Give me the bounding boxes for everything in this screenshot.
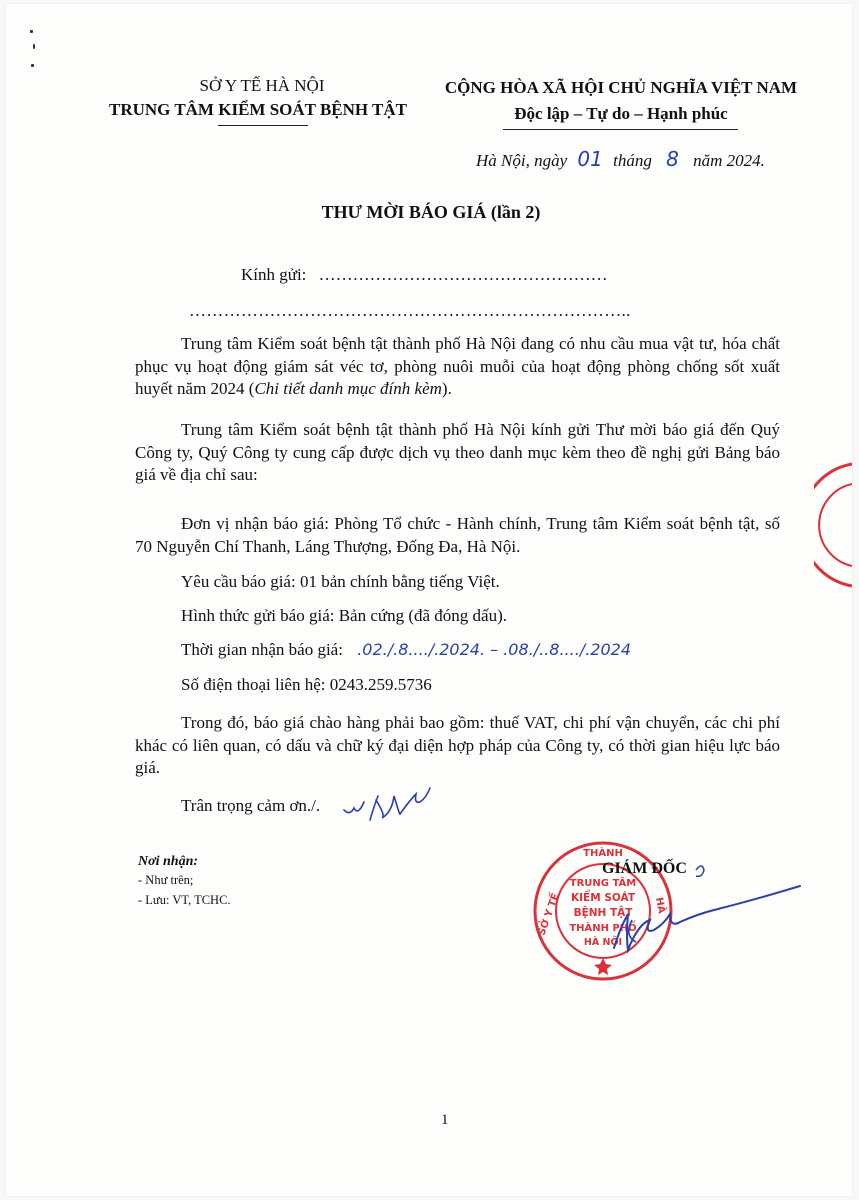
attachment-note: Chi tiết danh mục đính kèm	[254, 379, 442, 398]
date-year: năm 2024.	[693, 151, 765, 170]
org-name: TRUNG TÂM KIỂM SOÁT BỆNH TẬT	[108, 100, 408, 119]
date-month-handwritten: 8	[666, 147, 679, 171]
quote-time	[181, 640, 631, 660]
quote-form: Hình thức gửi báo giá: Bản cứng (đã đóng dấu).	[181, 606, 508, 625]
stamp-line: BỆNH TẬT	[573, 907, 633, 919]
date-day-handwritten: 01	[577, 147, 603, 171]
document-title: THƯ MỜI BÁO GIÁ (lần 2)	[321, 202, 541, 222]
date-place: Hà Nội, ngày	[476, 151, 568, 170]
national-motto: Độc lập – Tự do – Hạnh phúc	[514, 104, 728, 123]
paragraph-conditions-text: Trong đó, báo giá chào hàng phải bao gồm: thuế VAT, chi phí vận chuyển, các chi phí khác có liên quan, có dấu và chữ ký đại diện hợp pháp của Công ty, có thời gian hiệu lực báo giá.	[135, 713, 780, 777]
page-number: 1	[441, 1112, 449, 1128]
recipient-line	[241, 265, 608, 285]
edge-stamp-partial	[814, 460, 852, 590]
signer-title: GIÁM ĐỐC	[602, 860, 687, 877]
scan-mark	[31, 64, 34, 67]
stamp-line: HÀ NỘI	[583, 937, 623, 948]
quote-time-label: Thời gian nhận báo giá:	[181, 640, 343, 659]
stamp-line: THÀNH PHỐ	[569, 923, 637, 934]
date-month-label: tháng	[613, 151, 652, 170]
motto-underline	[503, 129, 738, 130]
paragraph-invite	[135, 419, 780, 487]
stamp-line: KIỂM SOÁT	[571, 892, 635, 904]
stamp-line: TRUNG TÂM	[569, 878, 637, 889]
initials-signature	[336, 784, 446, 834]
closing-line: Trân trọng cảm ơn./.	[181, 796, 321, 815]
national-title: CỘNG HÒA XÃ HỘI CHỦ NGHĨA VIỆT NAM	[444, 78, 798, 97]
stamp-ring-left: SỞ Y TẾ	[536, 892, 562, 938]
stamp-ring-right: HÀ	[653, 896, 667, 915]
quote-requirement: Yêu cầu báo giá: 01 bản chính bằng tiếng Việt.	[181, 572, 500, 591]
org-parent: SỞ Y TẾ HÀ NỘI	[199, 76, 325, 95]
recipient-item: - Lưu: VT, TCHC.	[138, 893, 231, 907]
paragraph-address	[135, 513, 780, 558]
paragraph-invite-text: Trung tâm Kiểm soát bệnh tật thành phố Hà Nội kính gửi Thư mời báo giá đến Quý Công ty, Quý Công ty cung cấp được dịch vụ theo danh mục kèm theo đề nghị gửi Bảng báo giá về địa chỉ sau:	[135, 420, 780, 484]
director-signature	[596, 856, 806, 966]
contact-phone: Số điện thoại liên hệ: 0243.259.5736	[181, 675, 432, 694]
issue-date	[476, 147, 796, 171]
quote-time-handwritten: .02./.8..../.2024. – .08./..8..../.2024	[357, 640, 631, 659]
recipients-heading: Nơi nhận:	[138, 854, 199, 869]
paragraph-request-end: ).	[441, 379, 452, 398]
document-page	[6, 4, 852, 1196]
paragraph-request-text: Trung tâm Kiểm soát bệnh tật thành phố Hà Nội đang có nhu cầu mua vật tư, hóa chất phục vụ hoạt động giám sát véc tơ, phòng nuôi muỗi của hoạt động phòng chống sốt xuất huyết năm 2024 (	[135, 334, 780, 398]
recipient-item: - Như trên;	[138, 873, 194, 887]
paragraph-request	[135, 333, 780, 401]
paragraph-address-text: Đơn vị nhận báo giá: Phòng Tổ chức - Hành chính, Trung tâm Kiểm soát bệnh tật, số 70 Nguyễn Chí Thanh, Láng Thượng, Đống Đa, Hà Nội.	[135, 514, 780, 556]
recipient-dots-line2: …………………………………………………………………..	[189, 301, 631, 320]
org-underline	[218, 125, 308, 126]
paragraph-conditions	[135, 712, 780, 780]
scan-mark	[30, 30, 33, 33]
scan-mark	[33, 44, 35, 49]
recipient-label: Kính gửi:	[241, 265, 307, 284]
stamp-ring-top: THÀNH	[583, 848, 623, 859]
recipient-dots: ……………………………………………	[318, 265, 608, 284]
